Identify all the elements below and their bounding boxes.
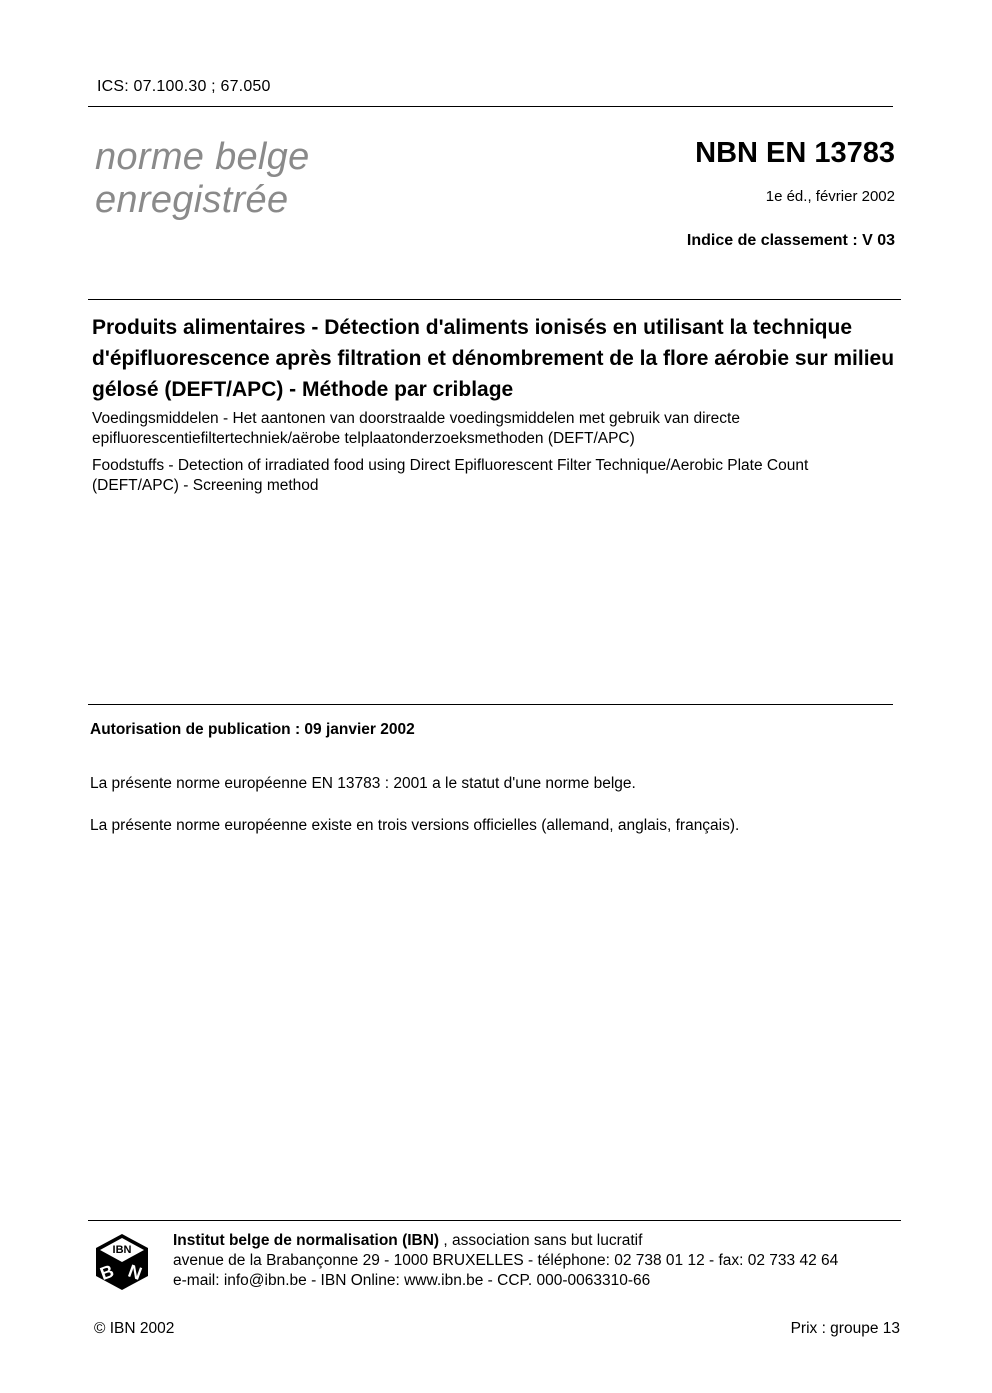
- publication-authorisation: Autorisation de publication : 09 janvier 2002: [90, 721, 415, 738]
- organisation-name-line: [173, 1231, 838, 1251]
- organisation-type: , association sans but lucratif: [439, 1232, 643, 1249]
- title-dutch: Voedingsmiddelen - Het aantonen van doorstraalde voedingsmiddelen met gebruik van directe epifluorescentiefiltertechniek/aërobe telplaatonderzoeksmethoden (DEFT/APC): [92, 410, 740, 447]
- brand-line-1: norme belge: [95, 136, 310, 178]
- organisation-address: avenue de la Brabançonne 29 - 1000 BRUXELLES - téléphone: 02 738 01 12 - fax: 02 733 42 64: [173, 1252, 839, 1269]
- logo-letters: IBN: [112, 1244, 132, 1256]
- title-english: Foodstuffs - Detection of irradiated food using Direct Epifluorescent Filter Technique/Aerobic Plate Count (DEFT/APC) - Screening method: [92, 457, 809, 494]
- svg-text:N: N: [125, 1260, 145, 1284]
- ibn-logo: [94, 1232, 150, 1292]
- ics-code: ICS: 07.100.30 ; 67.050: [97, 78, 271, 95]
- divider-title: [88, 299, 901, 300]
- copyright: © IBN 2002: [94, 1320, 175, 1337]
- organisation-name: Institut belge de normalisation (IBN): [173, 1232, 440, 1249]
- classification-index: Indice de classement : V 03: [686, 232, 895, 249]
- divider-publication: [88, 704, 893, 705]
- divider-footer: [88, 1220, 901, 1221]
- brand-line-2: enregistrée: [95, 179, 289, 221]
- brand-title: [95, 136, 310, 222]
- edition-date: 1e éd., février 2002: [765, 188, 895, 205]
- divider-top: [88, 106, 893, 107]
- title-french: Produits alimentaires - Détection d'aliments ionisés en utilisant la technique d'épifluorescence après filtration et dénombrement de la flore aérobie sur milieu gélosé (DEFT/APC) - Méthode par criblage: [92, 316, 895, 401]
- versions-statement: La présente norme européenne existe en trois versions officielles (allemand, anglais, français).: [90, 817, 740, 834]
- price-group: Prix : groupe 13: [790, 1320, 900, 1337]
- organisation-block: [173, 1231, 838, 1291]
- standard-number: NBN EN 13783: [695, 137, 895, 169]
- svg-text:B: B: [97, 1260, 117, 1284]
- organisation-contact: e-mail: info@ibn.be - IBN Online: www.ibn.be - CCP. 000-0063310-66: [173, 1272, 651, 1289]
- status-statement: La présente norme européenne EN 13783 : 2001 a le statut d'une norme belge.: [90, 775, 636, 792]
